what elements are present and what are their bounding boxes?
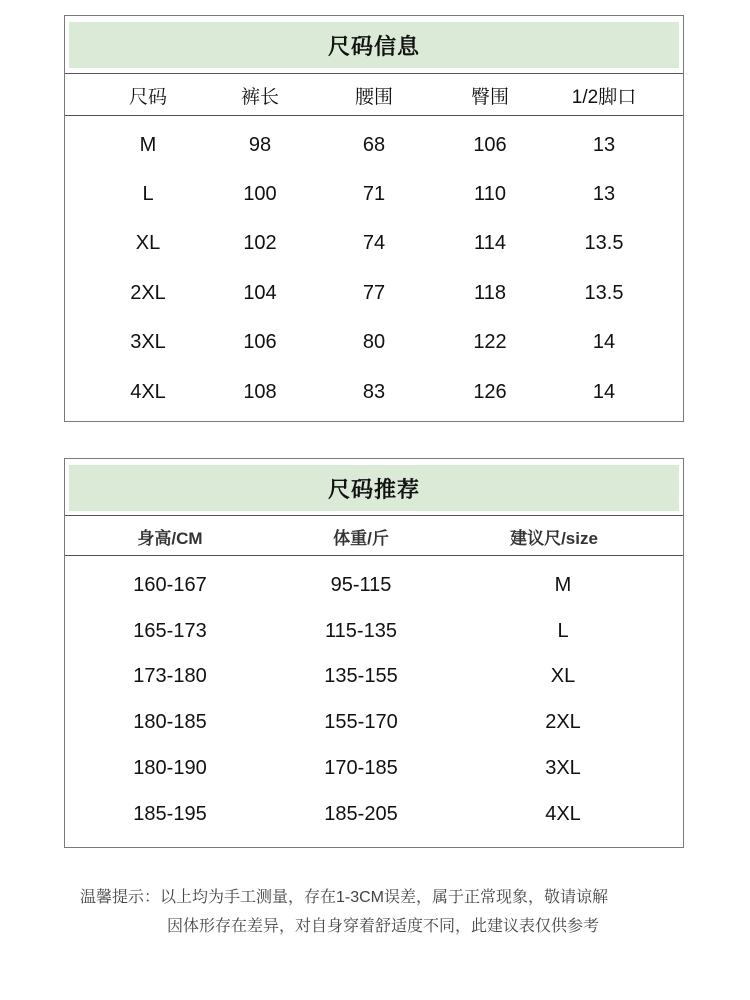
column-header-length: 裤长 — [240, 86, 280, 108]
size-info-title: 尺码信息 — [69, 22, 679, 68]
table-row — [65, 228, 683, 258]
cell-weight: 115-135 — [325, 619, 397, 642]
cell-length: 100 — [243, 182, 277, 205]
cell-waist: 74 — [362, 231, 386, 254]
cell-height: 185-195 — [133, 802, 207, 825]
cell-waist: 77 — [362, 281, 386, 304]
column-header-suggested-size: 建议尺/size — [510, 528, 598, 548]
cell-suggested-size: 3XL — [545, 756, 581, 779]
notice-line-2: 因体形存在差异，对自身穿着舒适度不同，此建议表仅供参考 — [167, 918, 600, 935]
cell-height: 160-167 — [133, 573, 207, 596]
table-row — [65, 179, 683, 209]
cell-suggested-size: XL — [550, 664, 576, 687]
table-row — [65, 799, 683, 829]
cell-suggested-size: M — [554, 573, 572, 596]
notice-line-1: 温馨提示：以上均为手工测量，存在1-3CM误差，属于正常现象，敬请谅解 — [80, 889, 609, 906]
cell-length: 106 — [243, 330, 277, 353]
size-recommend-title: 尺码推荐 — [69, 465, 679, 511]
table-row — [65, 278, 683, 308]
table-row — [65, 616, 683, 646]
cell-suggested-size: 2XL — [545, 710, 581, 733]
cell-leg-opening: 13 — [592, 182, 616, 205]
table-row — [65, 753, 683, 783]
cell-size: M — [139, 133, 157, 156]
cell-waist: 80 — [362, 330, 386, 353]
column-header-hip: 臀围 — [470, 86, 510, 108]
divider — [65, 515, 683, 516]
cell-height: 180-190 — [133, 756, 207, 779]
table-row — [65, 661, 683, 691]
cell-leg-opening: 14 — [592, 380, 616, 403]
cell-length: 98 — [248, 133, 272, 156]
cell-size: 4XL — [130, 380, 166, 403]
table-row — [65, 570, 683, 600]
cell-size: XL — [135, 231, 161, 254]
cell-hip: 126 — [473, 380, 507, 403]
table-row — [65, 377, 683, 407]
cell-hip: 106 — [473, 133, 507, 156]
table-header-row — [65, 78, 683, 112]
cell-height: 173-180 — [133, 664, 207, 687]
cell-suggested-size: L — [557, 619, 569, 642]
cell-height: 165-173 — [133, 619, 207, 642]
table-header-row — [65, 519, 683, 553]
column-header-size: 尺码 — [128, 86, 168, 108]
measurement-notice — [80, 883, 700, 941]
cell-size: 2XL — [130, 281, 166, 304]
cell-weight: 170-185 — [324, 756, 398, 779]
cell-waist: 83 — [362, 380, 386, 403]
column-header-weight: 体重/斤 — [333, 528, 389, 548]
cell-leg-opening: 13.5 — [584, 281, 624, 304]
column-header-height: 身高/CM — [137, 528, 203, 548]
cell-size: 3XL — [130, 330, 166, 353]
column-header-leg-opening: 1/2脚口 — [571, 86, 637, 108]
divider — [65, 115, 683, 116]
cell-length: 102 — [243, 231, 277, 254]
cell-weight: 185-205 — [324, 802, 398, 825]
cell-waist: 68 — [362, 133, 386, 156]
cell-height: 180-185 — [133, 710, 207, 733]
table-row — [65, 707, 683, 737]
cell-weight: 135-155 — [324, 664, 398, 687]
cell-weight: 155-170 — [324, 710, 398, 733]
cell-weight: 95-115 — [330, 573, 392, 596]
size-recommend-table — [64, 458, 684, 848]
cell-waist: 71 — [362, 182, 386, 205]
cell-leg-opening: 13 — [592, 133, 616, 156]
cell-size: L — [142, 182, 154, 205]
divider — [65, 73, 683, 74]
column-header-waist: 腰围 — [354, 86, 394, 108]
size-info-table — [64, 15, 684, 422]
cell-leg-opening: 13.5 — [584, 231, 624, 254]
cell-hip: 110 — [474, 182, 506, 205]
cell-hip: 114 — [474, 231, 506, 254]
table-row — [65, 130, 683, 160]
divider — [65, 555, 683, 556]
cell-hip: 122 — [473, 330, 507, 353]
table-row — [65, 327, 683, 357]
cell-length: 104 — [243, 281, 277, 304]
cell-length: 108 — [243, 380, 277, 403]
cell-hip: 118 — [474, 281, 506, 304]
cell-suggested-size: 4XL — [545, 802, 581, 825]
cell-leg-opening: 14 — [592, 330, 616, 353]
